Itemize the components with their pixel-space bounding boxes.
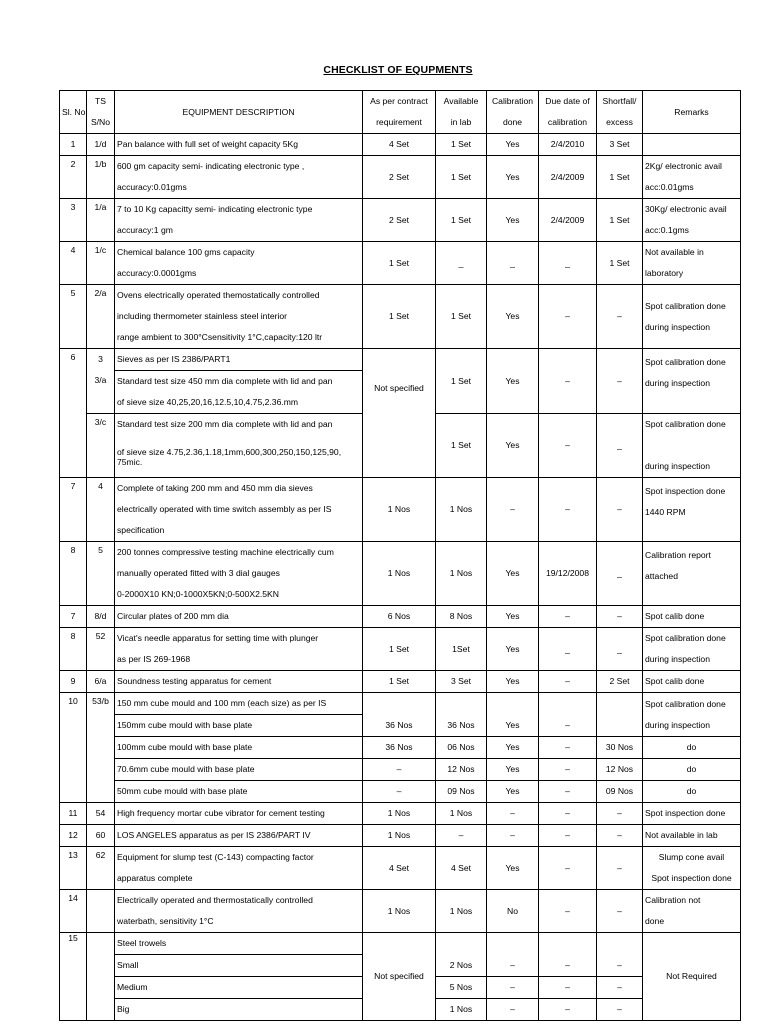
description: Soundness testing apparatus for cement [115,671,363,693]
calibration-done: _ [487,242,539,285]
due-date: _ [539,242,597,285]
due-date: – [539,825,597,847]
due-date: 19/12/2008 [539,542,597,606]
table-row [60,825,741,847]
sl-no: 13 [60,847,87,890]
available: 1 Set [436,199,487,242]
calibration-done: – [487,803,539,825]
contract-requirement: 1 Nos [363,890,436,933]
ts-sno: 5 [87,542,115,606]
description: Steel trowels Small Medium Big [115,933,363,1021]
table-row [60,890,741,933]
available: 1Set [436,628,487,671]
header-sl-no: Sl. No [60,91,87,134]
table-row [60,542,741,606]
available: 1 Nos [436,542,487,606]
description: Electrically operated and thermostatically controlled waterbath, sensitivity 1°C [115,890,363,933]
due-date: – [539,847,597,890]
contract-requirement: 1 Nos [363,478,436,542]
ts-sno: 60 [87,825,115,847]
ts-sno [87,933,115,1021]
shortfall: 1 Set [597,242,643,285]
ts-sno [87,890,115,933]
due-date: – [539,671,597,693]
remarks: Spot inspection done 1440 RPM [643,478,741,542]
header-available: Available in lab [436,91,487,134]
shortfall: _ [597,414,643,478]
header-shortfall: Shortfall/ excess [597,91,643,134]
shortfall: – [597,825,643,847]
shortfall: – [597,285,643,349]
calibration-done: Yes [487,349,539,414]
due-date: 2/4/2009 [539,199,597,242]
calibration-done: Yes [487,628,539,671]
available: 1 Set [436,349,487,414]
calibration-done: Yes [487,199,539,242]
contract-requirement: 36 Nos 36 Nos – – [363,693,436,803]
contract-requirement: 1 Nos [363,803,436,825]
description: Standard test size 200 mm dia complete with lid and pan of sieve size 4.75,2.36,1.18,1mm,600,300,250,150,125,90, 75mic. [115,414,363,478]
remarks: 30Kg/ electronic avail acc:0.1gms [643,199,741,242]
table-row [60,478,741,542]
available: – [436,825,487,847]
remarks: Spot calib done [643,606,741,628]
description: Complete of taking 200 mm and 450 mm dia sieves electrically operated with time switch assembly as per IS specification [115,478,363,542]
due-date: – [539,890,597,933]
table-row [60,349,741,414]
shortfall: – [597,847,643,890]
ts-sno: 3/c [87,414,115,478]
due-date: – [539,606,597,628]
available: _ [436,242,487,285]
available: 1 Nos [436,803,487,825]
calibration-done: Yes [487,414,539,478]
contract-requirement: Not specified [363,933,436,1021]
ts-sno: 2/a [87,285,115,349]
due-date: 2/4/2009 [539,156,597,199]
ts-sno: 62 [87,847,115,890]
equipment-checklist-table [59,90,741,1021]
remarks: Spot calibration done during inspection [643,628,741,671]
available: 2 Nos 5 Nos 1 Nos [436,933,487,1021]
due-date: – [539,478,597,542]
remarks: Spot calibration done during inspection [643,349,741,414]
shortfall: _ [597,628,643,671]
remarks: Not available in laboratory [643,242,741,285]
description: 7 to 10 Kg capacitty semi- indicating electronic type accuracy:1 gm [115,199,363,242]
header-row [60,91,741,134]
ts-sno: 52 [87,628,115,671]
calibration-done: Yes [487,285,539,349]
due-date: – – – – [539,693,597,803]
contract-requirement: 1 Nos [363,542,436,606]
table-row [60,933,741,1021]
contract-requirement: 4 Set [363,134,436,156]
due-date: – [539,349,597,414]
due-date: – [539,803,597,825]
contract-requirement: 1 Set [363,671,436,693]
ts-sno: 6/a [87,671,115,693]
description: Vicat's needle apparatus for setting time with plunger as per IS 269-1968 [115,628,363,671]
header-remarks: Remarks [643,91,741,134]
table-row [60,847,741,890]
shortfall: – [597,803,643,825]
remarks: Spot inspection done [643,803,741,825]
remarks: Not Required [643,933,741,1021]
description: LOS ANGELES apparatus as per IS 2386/PART IV [115,825,363,847]
sl-no: 3 [60,199,87,242]
sl-no: 7 [60,478,87,542]
sl-no: 12 [60,825,87,847]
calibration-done: Yes [487,156,539,199]
calibration-done: No [487,890,539,933]
ts-sno: 1/c [87,242,115,285]
ts-sno: 53/b [87,693,115,803]
contract-requirement: 1 Set [363,285,436,349]
description: Circular plates of 200 mm dia [115,606,363,628]
due-date: – [539,414,597,478]
sl-no: 9 [60,671,87,693]
ts-sno: 3 3/a [87,349,115,414]
calibration-done: Yes [487,847,539,890]
calibration-done: – [487,825,539,847]
available: 1 Nos [436,478,487,542]
shortfall: 1 Set [597,156,643,199]
sl-no: 7 [60,606,87,628]
description: Equipment for slump test (C-143) compacting factor apparatus complete [115,847,363,890]
due-date: – – – [539,933,597,1021]
contract-requirement: 1 Set [363,242,436,285]
calibration-done: Yes Yes Yes Yes [487,693,539,803]
ts-sno: 1/d [87,134,115,156]
sl-no: 6 [60,349,87,478]
description: 150 mm cube mould and 100 mm (each size) as per IS 150mm cube mould with base plate 100mm cube mould with base plate 70.6mm cube mould with base plate 50mm cube mould with base plate [115,693,363,803]
shortfall: 2 Set [597,671,643,693]
table-row [60,156,741,199]
available: 1 Set [436,285,487,349]
remarks: Not available in lab [643,825,741,847]
available: 1 Set [436,414,487,478]
sl-no: 10 [60,693,87,803]
shortfall: – [597,478,643,542]
sl-no: 11 [60,803,87,825]
remarks: Slump cone avail Spot inspection done [643,847,741,890]
due-date: 2/4/2010 [539,134,597,156]
shortfall: _ [597,542,643,606]
available: 1 Set [436,134,487,156]
ts-sno: 1/b [87,156,115,199]
sl-no: 1 [60,134,87,156]
remarks: Spot calibration done during inspection [643,414,741,478]
description: Ovens electrically operated themostatically controlled including thermometer stainless steel interior range ambient to 300°Csensitivity 1°C,capacity:120 ltr [115,285,363,349]
contract-requirement: 2 Set [363,156,436,199]
contract-requirement: 4 Set [363,847,436,890]
sl-no: 15 [60,933,87,1021]
description: Sieves as per IS 2386/PART1 Standard test size 450 mm dia complete with lid and pan of sieve size 40,25,20,16,12.5,10,4.75,2.36.mm [115,349,363,414]
available: 3 Set [436,671,487,693]
table-row [60,693,741,803]
ts-sno: 8/d [87,606,115,628]
header-due-date: Due date of calibration [539,91,597,134]
ts-sno: 54 [87,803,115,825]
description: Chemical balance 100 gms capacity accuracy:0.0001gms [115,242,363,285]
due-date: – [539,285,597,349]
calibration-done: Yes [487,134,539,156]
contract-requirement: 1 Set [363,628,436,671]
contract-requirement: 2 Set [363,199,436,242]
calibration-done: Yes [487,542,539,606]
description: 600 gm capacity semi- indicating electronic type , accuracy:0.01gms [115,156,363,199]
due-date: _ [539,628,597,671]
sl-no: 4 [60,242,87,285]
table-row [60,242,741,285]
remarks: Calibration report attached [643,542,741,606]
sl-no: 8 [60,542,87,606]
contract-requirement: 1 Nos [363,825,436,847]
sl-no: 8 [60,628,87,671]
header-description: EQUIPMENT DESCRIPTION [115,91,363,134]
table-row [60,606,741,628]
calibration-done: – – – [487,933,539,1021]
shortfall: 30 Nos 12 Nos 09 Nos [597,693,643,803]
sl-no: 14 [60,890,87,933]
header-calibration: Calibration done [487,91,539,134]
sl-no: 2 [60,156,87,199]
remarks: Spot calibration done during inspection [643,285,741,349]
shortfall: – [597,349,643,414]
contract-requirement: 6 Nos [363,606,436,628]
header-contract-requirement: As per contract requirement [363,91,436,134]
shortfall: 3 Set [597,134,643,156]
available: 8 Nos [436,606,487,628]
description: 200 tonnes compressive testing machine electrically cum manually operated fitted with 3 dial gauges 0-2000X10 KN;0-1000X5KN;0-500X2.5KN [115,542,363,606]
remarks [643,134,741,156]
description: High frequency mortar cube vibrator for cement testing [115,803,363,825]
contract-requirement: Not specified [363,349,436,478]
shortfall: – [597,890,643,933]
shortfall: – – – [597,933,643,1021]
available: 1 Nos [436,890,487,933]
remarks: Spot calibration done during inspection do do do [643,693,741,803]
page-title: CHECKLIST OF EQUPMENTS [323,64,473,76]
table-row [60,671,741,693]
header-ts-sno: TS S/No [87,91,115,134]
calibration-done: Yes [487,606,539,628]
table-row [60,628,741,671]
ts-sno: 4 [87,478,115,542]
table-row [60,134,741,156]
remarks: Calibration not done [643,890,741,933]
available: 1 Set [436,156,487,199]
shortfall: 1 Set [597,199,643,242]
table-row [60,285,741,349]
remarks: 2Kg/ electronic avail acc:0.01gms [643,156,741,199]
ts-sno: 1/a [87,199,115,242]
sl-no: 5 [60,285,87,349]
available: 4 Set [436,847,487,890]
calibration-done: – [487,478,539,542]
table-row [60,199,741,242]
calibration-done: Yes [487,671,539,693]
table-row [60,803,741,825]
remarks: Spot calib done [643,671,741,693]
shortfall: – [597,606,643,628]
available: 36 Nos 06 Nos 12 Nos 09 Nos [436,693,487,803]
description: Pan balance with full set of weight capacity 5Kg [115,134,363,156]
